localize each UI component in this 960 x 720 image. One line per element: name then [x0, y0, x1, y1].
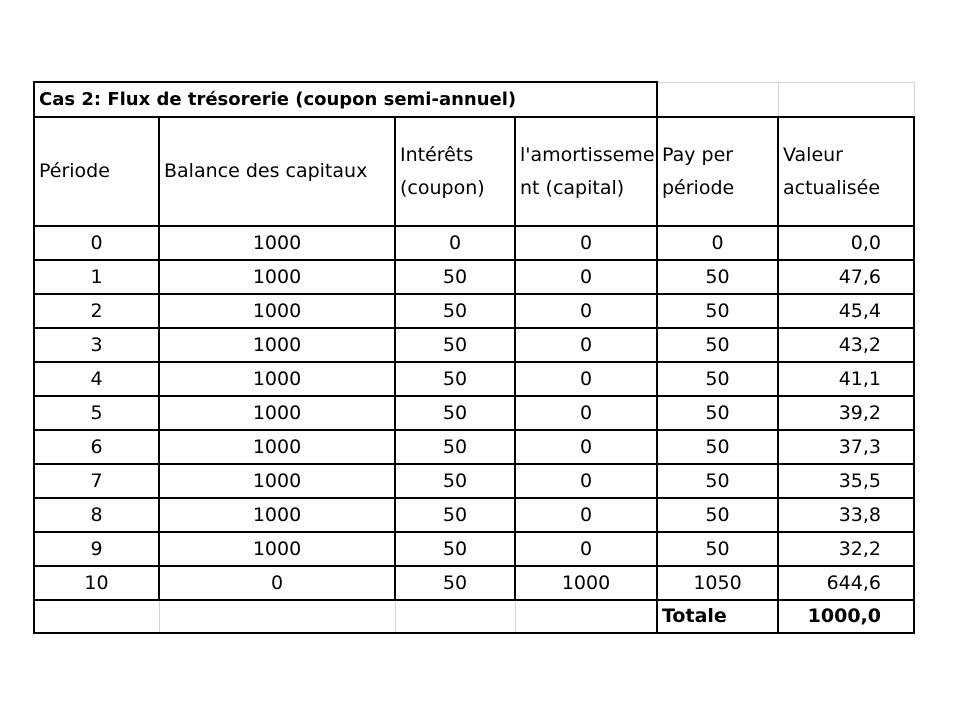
cash-flow-table	[33, 81, 915, 634]
header-amortissement[interactable]: l'amortissement (capital)	[515, 117, 657, 226]
table-row	[34, 328, 914, 362]
cell-balance[interactable]: 1000	[159, 260, 395, 294]
cell-valeur[interactable]: 43,2	[778, 328, 914, 362]
cell-amortissement[interactable]: 0	[515, 294, 657, 328]
empty-cell[interactable]	[159, 600, 395, 633]
cell-pay[interactable]: 0	[657, 226, 778, 260]
cell-balance[interactable]: 1000	[159, 532, 395, 566]
cell-interets[interactable]: 0	[395, 226, 515, 260]
table-row	[34, 226, 914, 260]
cell-valeur[interactable]: 35,5	[778, 464, 914, 498]
cell-amortissement[interactable]: 0	[515, 396, 657, 430]
cell-balance[interactable]: 1000	[159, 430, 395, 464]
table-row	[34, 498, 914, 532]
cell-periode[interactable]: 1	[34, 260, 159, 294]
header-periode[interactable]: Période	[34, 117, 159, 226]
cell-pay[interactable]: 50	[657, 260, 778, 294]
cell-valeur[interactable]: 32,2	[778, 532, 914, 566]
cell-periode[interactable]: 6	[34, 430, 159, 464]
header-valeur[interactable]: Valeur actualisée	[778, 117, 914, 226]
cell-periode[interactable]: 3	[34, 328, 159, 362]
cell-amortissement[interactable]: 0	[515, 464, 657, 498]
table-row	[34, 260, 914, 294]
cell-pay[interactable]: 50	[657, 498, 778, 532]
cell-pay[interactable]: 50	[657, 464, 778, 498]
cell-valeur[interactable]: 0,0	[778, 226, 914, 260]
cell-interets[interactable]: 50	[395, 464, 515, 498]
cell-balance[interactable]: 1000	[159, 294, 395, 328]
total-row	[34, 600, 914, 633]
cell-amortissement[interactable]: 0	[515, 362, 657, 396]
cell-balance[interactable]: 1000	[159, 498, 395, 532]
cell-periode[interactable]: 9	[34, 532, 159, 566]
empty-cell[interactable]	[515, 600, 657, 633]
cell-balance[interactable]: 0	[159, 566, 395, 600]
cell-pay[interactable]: 1050	[657, 566, 778, 600]
cell-periode[interactable]: 2	[34, 294, 159, 328]
cell-interets[interactable]: 50	[395, 430, 515, 464]
cell-amortissement[interactable]: 0	[515, 430, 657, 464]
table-row	[34, 430, 914, 464]
table-row	[34, 532, 914, 566]
header-balance[interactable]: Balance des capitaux	[159, 117, 395, 226]
total-label[interactable]: Totale	[657, 600, 778, 633]
cell-valeur[interactable]: 39,2	[778, 396, 914, 430]
cell-pay[interactable]: 50	[657, 532, 778, 566]
empty-cell[interactable]	[395, 600, 515, 633]
cell-pay[interactable]: 50	[657, 328, 778, 362]
cell-valeur[interactable]: 47,6	[778, 260, 914, 294]
table-row	[34, 396, 914, 430]
cell-interets[interactable]: 50	[395, 532, 515, 566]
cell-pay[interactable]: 50	[657, 430, 778, 464]
cell-balance[interactable]: 1000	[159, 464, 395, 498]
header-interets[interactable]: Intérêts (coupon)	[395, 117, 515, 226]
cell-pay[interactable]: 50	[657, 396, 778, 430]
table-title[interactable]: Cas 2: Flux de trésorerie (coupon semi-annuel)	[34, 82, 657, 117]
empty-cell[interactable]	[657, 82, 778, 117]
cell-interets[interactable]: 50	[395, 498, 515, 532]
cell-amortissement[interactable]: 0	[515, 532, 657, 566]
cell-amortissement[interactable]: 0	[515, 498, 657, 532]
cell-interets[interactable]: 50	[395, 396, 515, 430]
cell-valeur[interactable]: 644,6	[778, 566, 914, 600]
cell-amortissement[interactable]: 1000	[515, 566, 657, 600]
table-row	[34, 464, 914, 498]
cell-valeur[interactable]: 33,8	[778, 498, 914, 532]
cell-interets[interactable]: 50	[395, 566, 515, 600]
title-row	[34, 82, 914, 117]
header-row	[34, 117, 914, 226]
cell-pay[interactable]: 50	[657, 362, 778, 396]
cell-valeur[interactable]: 41,1	[778, 362, 914, 396]
table-row	[34, 566, 914, 600]
total-value[interactable]: 1000,0	[778, 600, 914, 633]
empty-cell[interactable]	[34, 600, 159, 633]
cell-balance[interactable]: 1000	[159, 328, 395, 362]
cell-interets[interactable]: 50	[395, 260, 515, 294]
cell-balance[interactable]: 1000	[159, 396, 395, 430]
cell-periode[interactable]: 4	[34, 362, 159, 396]
table-row	[34, 294, 914, 328]
table-row	[34, 362, 914, 396]
cell-balance[interactable]: 1000	[159, 226, 395, 260]
cell-interets[interactable]: 50	[395, 294, 515, 328]
cell-interets[interactable]: 50	[395, 328, 515, 362]
cell-pay[interactable]: 50	[657, 294, 778, 328]
cell-amortissement[interactable]: 0	[515, 226, 657, 260]
cell-amortissement[interactable]: 0	[515, 260, 657, 294]
cell-periode[interactable]: 5	[34, 396, 159, 430]
empty-cell[interactable]	[778, 82, 914, 117]
cell-interets[interactable]: 50	[395, 362, 515, 396]
cell-periode[interactable]: 8	[34, 498, 159, 532]
cell-valeur[interactable]: 37,3	[778, 430, 914, 464]
cell-valeur[interactable]: 45,4	[778, 294, 914, 328]
cell-balance[interactable]: 1000	[159, 362, 395, 396]
cell-amortissement[interactable]: 0	[515, 328, 657, 362]
header-pay[interactable]: Pay per période	[657, 117, 778, 226]
cell-periode[interactable]: 7	[34, 464, 159, 498]
cell-periode[interactable]: 10	[34, 566, 159, 600]
cell-periode[interactable]: 0	[34, 226, 159, 260]
